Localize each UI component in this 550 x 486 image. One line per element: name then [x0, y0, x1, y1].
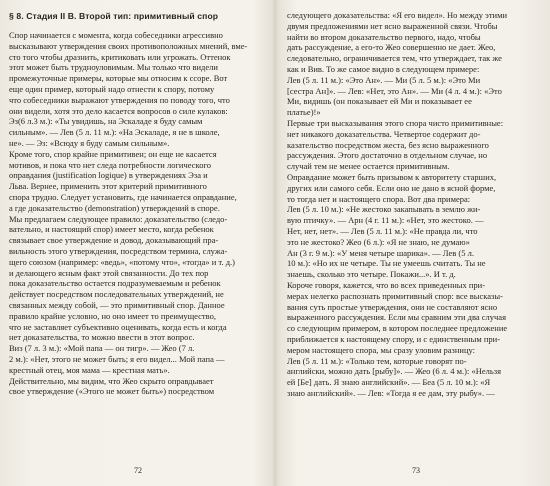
text-line: вательно, и настоящий спор) имеет место, когда ребенок: [9, 224, 214, 235]
section-heading: § 8. Стадия II B. Второй тип: примитивный спор: [9, 11, 219, 21]
text-line: связанных между собой, — это примитивный спор. Данное: [9, 299, 225, 310]
text-line: 10 м.): «Но их не четыре. Ты не умеешь считать. Ты не: [287, 258, 486, 269]
text-line: вания суть простые утверждения, они не составляют ясно: [287, 301, 498, 312]
text-line: случай тем не менее остается примитивным.: [287, 161, 450, 172]
left-page: [9, 10, 267, 476]
text-line: щего союзом (например: «ведь», «потому что», «тогда» и т. д.): [9, 256, 236, 267]
text-line: двумя предложениями нет ясно выраженной связи. Чтобы: [287, 20, 498, 31]
text-line: Льва. Вернее, применить этот критерий примитивного: [9, 181, 207, 192]
text-line: спора трудно. Следует установить, где начинается оправдание,: [9, 191, 237, 202]
text-line: мотивов, и пока что нет следа потребности логического: [9, 159, 211, 170]
text-line: сто того чтобы дразнить, критиковать или угрожать. Оттенок: [9, 51, 231, 62]
text-line: Виз (7 л. 3 м.): «Мой папа — он тигр». — Жео (7 л.: [9, 343, 195, 354]
text-line: выраженного рассуждения. Если мы сравним эти два случая: [287, 312, 506, 323]
right-page-text: [287, 10, 545, 399]
text-line: знаю английский». — Лев: «Тогда я ее дам, эту рыбу». —: [287, 387, 495, 398]
text-line: найти во втором доказательство первого, надо, чтобы: [287, 31, 481, 42]
text-line: этот может быть трудноуловимым. Мы только что видели: [9, 62, 218, 73]
text-line: [сестра Ан]». — Лев: «Нет, это Ан». — Ми (4 л. 4 м.): «Это: [287, 85, 502, 96]
right-page: [287, 10, 545, 476]
page-number-left: 72: [134, 466, 142, 475]
text-line: Короче говоря, кажется, что во всех приведенных при-: [287, 279, 486, 290]
text-line: 2 м.): «Нет, этого не может быть; я его видел... Мой папа —: [9, 353, 225, 364]
text-line: Ми, видишь (он показывает ей Ми и показывает ее: [287, 96, 472, 107]
page-number-right: 73: [412, 466, 420, 475]
text-line: вую птичку». — Арн (4 г. 11 м.): «Нет, это жестоко. —: [287, 215, 484, 226]
text-line: Лев (5 л. 11 м.): «Это Ан». — Ми (5 л. 5 м.): «Это Ми: [287, 74, 481, 85]
text-line: казательство посредством жеста, без ясно выраженного: [287, 139, 489, 150]
text-line: нет доказательства, то можно ввести в этот вопрос.: [9, 332, 195, 343]
text-line: они видели, хотя это дело касается вопросов о силе кулаков:: [9, 105, 228, 116]
text-line: свое утверждение («Этого не может быть») посредством: [9, 386, 215, 397]
text-line: со следующим примером, в котором последнее предложение: [287, 323, 508, 334]
text-line: действует посредством последовательных утверждений, не: [9, 289, 224, 300]
text-line: Нет, нет, нет». — Лев (5 л. 11 м.): «Не правда ли, что: [287, 225, 478, 236]
text-line: Кроме того, спор крайне примитивен; он еще не касается: [9, 148, 217, 159]
text-line: других или самого себя. Если оно не дано в ясной форме,: [287, 182, 496, 193]
text-line: приближается к настоящему спору, и с единственным при-: [287, 333, 501, 344]
text-line: следующего доказательства: «Я его видел». Но между этими: [287, 10, 508, 20]
text-line: Лев (5 л. 11 м.): «Только тем, которые говорят по-: [287, 355, 467, 366]
text-line: не». — Эз: «Всюду я буду самым сильным».: [9, 137, 170, 148]
text-line: а где доказательство (demonstration) утверждений в споре.: [9, 202, 220, 213]
text-line: Лев (5 л. 10 м.): «Не жестоко закапывать в землю жи-: [287, 204, 481, 215]
left-page-text: [9, 30, 267, 397]
text-line: вильность этого утверждения, посредством термина, служа-: [9, 245, 228, 256]
text-line: Мы предлагаем следующее правило: доказательство (следо-: [9, 213, 228, 224]
text-line: рассуждения. Этого достаточно в отдельном случае, но: [287, 150, 488, 161]
text-line: ей [Бе] дать. Я знаю английский». — Беа (5 л. 10 м.): «Я: [287, 377, 491, 388]
text-line: крестный отец, моя мама — крестная мать».: [9, 364, 170, 375]
text-line: и делающего ясным факт этой связанности. До тех пор: [9, 267, 209, 278]
text-line: оправдания (justification logique) в утверждениях Эза и: [9, 170, 208, 181]
text-line: Первые три высказывания этого спора чисто примитивные:: [287, 117, 504, 128]
text-line: связывает свое утверждение и довод, доказывающий пра-: [9, 235, 219, 246]
text-line: промежуточные примеры, которые мы относим к ссоре. Вот: [9, 73, 228, 84]
text-line: английски, можно дать [рыбу]». — Жео (6 л. 4 м.): «Нельзя: [287, 366, 501, 377]
text-line: это не жестоко? Жео (6 л.): «Я не знаю, не думаю»: [287, 236, 470, 247]
text-line: сильным». — Лев (5 л. 11 м.): «На Эскаладе, я не в школе,: [9, 127, 220, 138]
text-line: правило крайне условно, но оно имеет то преимущество,: [9, 310, 216, 321]
text-line: Эз(6 л.3 м.): «Ты увидишь, на Эскаладе я буду самым: [9, 116, 203, 127]
text-line: мером настоящего спора, мы сразу уловим разницу:: [287, 344, 476, 355]
text-line: платье)!»: [287, 107, 321, 118]
text-line: следовательно, ограничивается тем, что утверждает, так же: [287, 53, 502, 64]
text-line: нет никакого доказательства. Четвертое содержит до-: [287, 128, 481, 139]
text-line: Действительно, мы видим, что Жео скрыто оправдывает: [9, 375, 214, 386]
text-line: то тогда нет и настоящего спора. Вот два примера:: [287, 193, 471, 204]
text-line: мерах нелегко распознать примитивный спор: все высказы-: [287, 290, 503, 301]
text-line: что не заставляет субъективно оценивать, когда есть и когда: [9, 321, 227, 332]
text-line: как и Вив. То же самое видно в следующем примере:: [287, 63, 480, 74]
text-line: знаешь, сколько это четыре. Покажи...». И т. д.: [287, 269, 456, 280]
text-line: дать рассуждение, а его-то Жео совершенно не дает. Жео,: [287, 42, 496, 53]
text-line: что собеседники выражают утверждения по поводу того, что: [9, 94, 230, 105]
text-line: еще один пример, который надо отнести к спору, потому: [9, 83, 215, 94]
text-line: Оправдание может быть призывом к авторитету старших,: [287, 171, 497, 182]
text-line: пока доказательство остается подразумеваемым и ребенок: [9, 278, 221, 289]
text-line: Спор начинается с момента, когда собеседники агрессивно: [9, 30, 223, 40]
text-line: высказывают утверждения своих противоположных мнений, вме-: [9, 40, 248, 51]
text-line: Ан (3 г. 9 м.): «У меня четыре шарика». — Лев (5 л.: [287, 247, 474, 258]
